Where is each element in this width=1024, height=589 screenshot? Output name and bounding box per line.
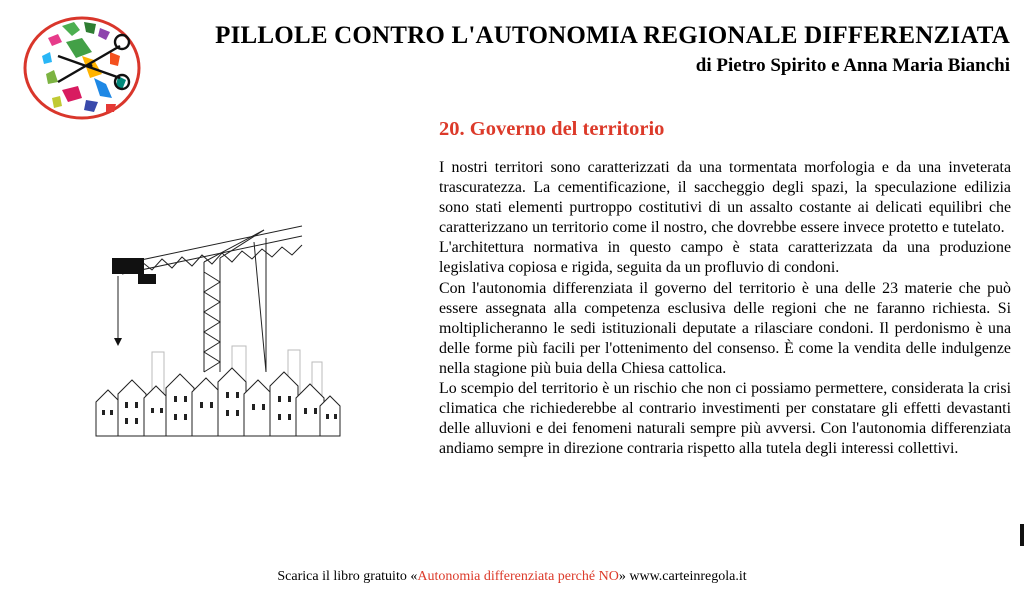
article-body xyxy=(439,158,1011,459)
paragraph-4: Lo scempio del territorio è un rischio che non ci possiamo permettere, considerata la crisi climatica che richiederebbe al contrario investimenti per constatare gli effetti devastanti delle alluvioni e dei fenomeni naturali sempre più avversi. Con l'autonomia differenziata andiamo sempre in direzione contraria rispetto alla tutela degli interessi collettivi. xyxy=(439,380,1011,458)
footer-prefix: Scarica il libro gratuito « xyxy=(277,569,418,584)
crane-city-icon xyxy=(92,222,344,442)
authors-subtitle: di Pietro Spirito e Anna Maria Bianchi xyxy=(695,55,1010,76)
page-title: PILLOLE CONTRO L'AUTONOMIA REGIONALE DIFFERENZIATA xyxy=(215,22,1010,49)
edge-marker xyxy=(1020,524,1024,546)
paragraph-2: L'architettura normativa in questo campo è stata caratterizzata da una produzione legislativa copiosa e rigida, seguita da un profluvio di condoni. xyxy=(439,239,1011,277)
paragraph-1: I nostri territori sono caratterizzati da una tormentata morfologia e da una inveterata trascuratezza. La cementificazione, il saccheggio degli spazi, la speculazione edilizia sono stati elementi purtroppo costitutivi di un assalto costante ai delicati equilibri che caratterizzano un territorio come il nostro, che dovrebbe essere invece protetto e tutelato. xyxy=(439,159,1011,237)
section-title: 20. Governo del territorio xyxy=(439,118,665,140)
footer xyxy=(0,569,1024,585)
footer-suffix: » www.carteinregola.it xyxy=(618,569,747,584)
book-title-link[interactable]: Autonomia differenziata perché NO xyxy=(417,569,619,584)
italy-map-scissors-logo xyxy=(22,12,146,124)
paragraph-3: Con l'autonomia differenziata il governo del territorio è una delle 23 materie che può essere assegnata alla competenza esclusiva delle regioni che ne faranno richiesta. Si moltiplicheranno le sedi istituzionali deputate a rilasciare condoni. Il perdonismo è una delle forme più facili per l'ottenimento del consenso. È come la vendita delle indulgenze nella stagione più buia della Chiesa cattolica. xyxy=(439,279,1011,377)
